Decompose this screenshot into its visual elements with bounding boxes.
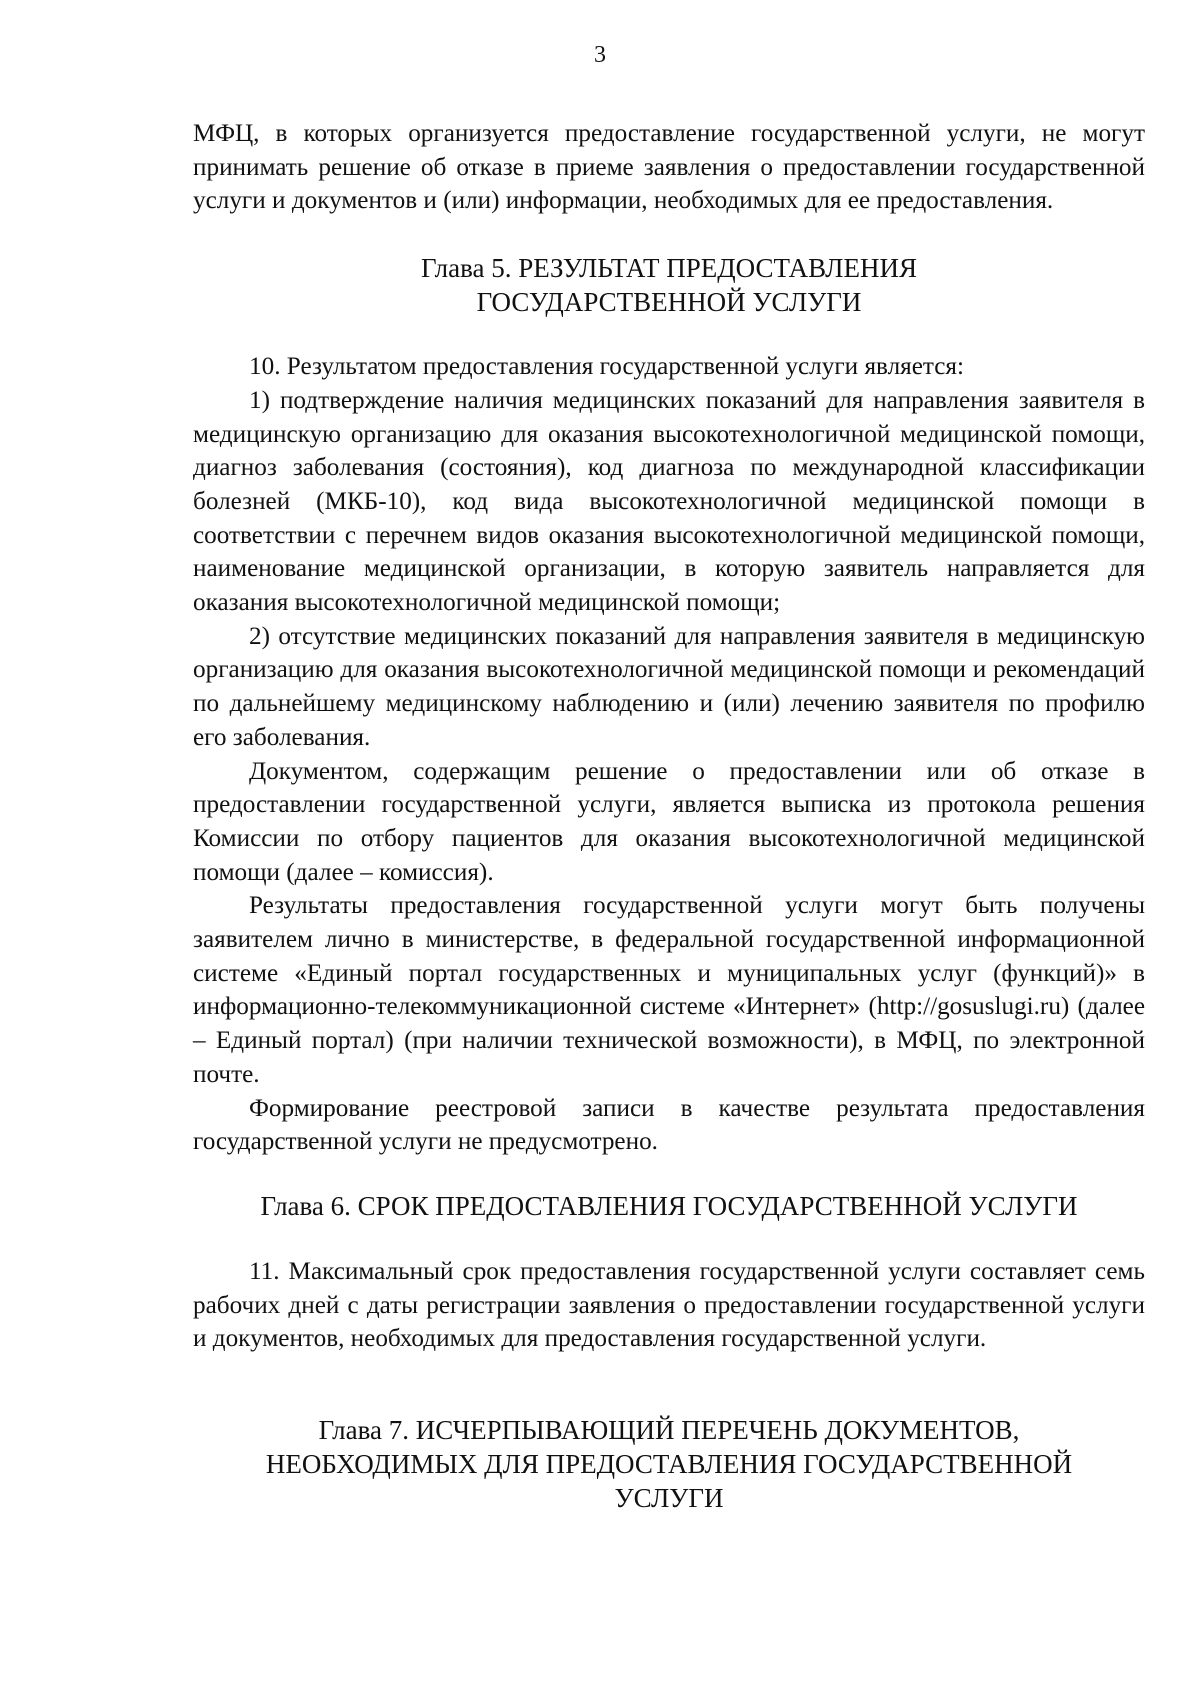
paragraph-10-item-2: 2) отсутствие медицинских показаний для направления заявителя в медицинскую организацию для оказания высокотехнологичной медицинской помощи и рекомендаций по дальнейшему медицинскому наблюдению и (или) лечению заявителя по профилю его заболевания. <box>193 622 1145 751</box>
paragraph-10: 10. Результатом предоставления государственной услуги является: <box>249 353 964 381</box>
document-body <box>193 117 1145 1515</box>
paragraph-11: 11. Максимальный срок предоставления государственной услуги составляет семь рабочих дней с даты регистрации заявления о предоставлении государственной услуги и документов, необходимых для предоставления государственной услуги. <box>193 1257 1145 1353</box>
chapter-7-title-line-2: НЕОБХОДИМЫХ ДЛЯ ПРЕДОСТАВЛЕНИЯ ГОСУДАРСТВЕННОЙ <box>265 1449 1073 1480</box>
chapter-7-heading <box>193 1413 1145 1515</box>
paragraph-mfc-continuation: МФЦ, в которых организуется предоставление государственной услуги, не могут принимать решение об отказе в приеме заявления о предоставлении государственной услуги и документов и (или) информации, необходимых для ее предоставления. <box>193 120 1145 215</box>
chapter-7-title-line-1: Глава 7. ИСЧЕРПЫВАЮЩИЙ ПЕРЕЧЕНЬ ДОКУМЕНТОВ, <box>318 1415 1020 1446</box>
chapter-5-heading <box>193 251 1145 319</box>
page-number: 3 <box>594 42 606 68</box>
paragraph-registry-record: Формирование реестровой записи в качестве результата предоставления государственной услуги не предусмотрено. <box>193 1094 1145 1156</box>
paragraph-10-item-1: 1) подтверждение наличия медицинских показаний для направления заявителя в медицинскую организацию для оказания высокотехнологичной медицинской помощи, диагноз заболевания (состояния), код диагноза по международной классификации болезней (МКБ-10), код вида высокотехнологичной медицинской помощи в соответствии с перечнем видов оказания высокотехнологичной медицинской помощи, наименование медицинской организации, в которую заявитель направляется для оказания высокотехнологичной медицинской помощи; <box>193 386 1145 617</box>
chapter-7-title-line-3: УСЛУГИ <box>614 1483 724 1514</box>
chapter-5-title-line-1: Глава 5. РЕЗУЛЬТАТ ПРЕДОСТАВЛЕНИЯ <box>421 253 917 284</box>
chapter-5-title-line-2: ГОСУДАРСТВЕННОЙ УСЛУГИ <box>476 287 862 318</box>
paragraph-results-delivery: Результаты предоставления государственной услуги могут быть получены заявителем лично в министерстве, в федеральной государственной информационной системе «Единый портал государственных и муниципальных услуг (функций)» в информационно-телекоммуникационной системе «Интернет» (http://gosuslugi.ru) (далее – Единый портал) (при наличии технической возможности), в МФЦ, по электронной почте. <box>193 892 1145 1088</box>
chapter-6-heading <box>193 1189 1145 1223</box>
paragraph-decision-document: Документом, содержащим решение о предоставлении или об отказе в предоставлении государственной услуги, является выписка из протокола решения Комиссии по отбору пациентов для оказания высокотехнологичной медицинской помощи (далее – комиссия). <box>193 757 1145 886</box>
chapter-6-title: Глава 6. СРОК ПРЕДОСТАВЛЕНИЯ ГОСУДАРСТВЕННОЙ УСЛУГИ <box>260 1190 1078 1221</box>
